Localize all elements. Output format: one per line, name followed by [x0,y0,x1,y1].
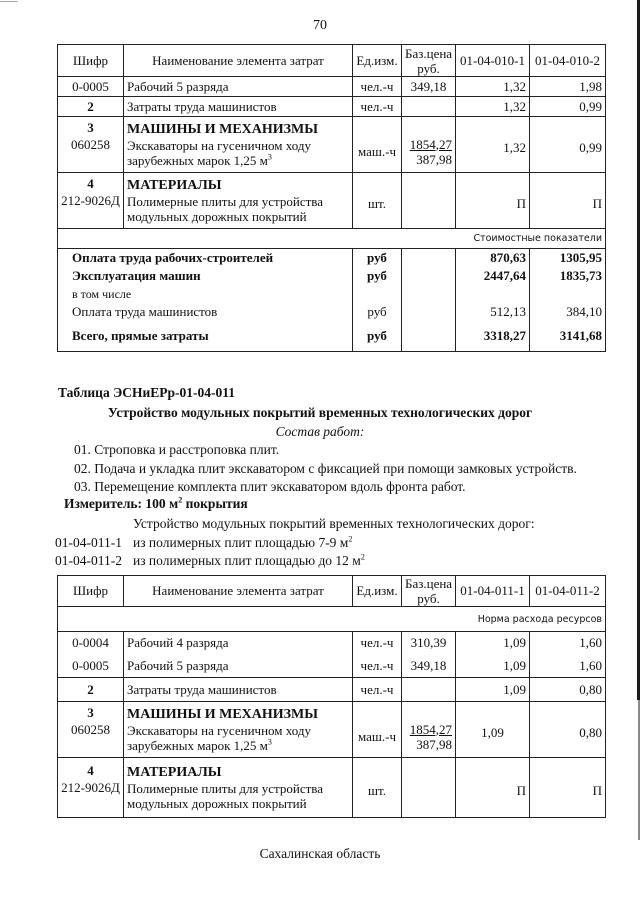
row-price: 1854,27 387,98 [402,117,456,173]
row-price [402,758,456,818]
variant-item: 01-04-011-1 из полимерных плит площадью 7-9 $м^2$ [55,534,353,550]
row-value-1: 1,32 [456,97,530,117]
row-code: 0-0005 [58,655,124,678]
norms-table-01-04-011 [57,575,606,818]
variant-code: 01-04-011-2 [55,553,122,568]
cost-unit: руб [353,321,402,352]
table-subtitle: Устройство модульных покрытий временных технологических дорог [107,405,533,420]
cost-row [58,303,606,321]
machines-group-row [58,702,606,758]
row-unit: чел.-ч [353,655,402,678]
cost-value-1: 512,13 [456,303,530,321]
materials-group-row [58,758,606,818]
table-title: Таблица ЭСНиЕРр-01-04-011 [58,385,236,400]
row-code: 0-0005 [58,77,124,97]
works-title: Состав работ: [275,424,365,439]
row-unit: чел.-ч [353,77,402,97]
superscript: 3 [267,152,272,162]
row-value-2: 0,80 [530,678,606,702]
row-value-1: 1,32 [456,77,530,97]
header-name: Наименование элемента затрат [124,45,353,77]
cost-row [58,321,606,352]
cost-section-header-row [58,229,606,249]
cost-value-1: 3318,27 [456,321,530,352]
group-name: МАТЕРИАЛЫ [127,765,222,780]
header-col2: 01-04-010-2 [530,45,606,77]
variant-code: 01-04-011-1 [55,535,122,550]
work-item: 03. Перемещение комплекта плит экскаватором вдоль фронта работ. [74,479,466,494]
cost-unit: руб [353,267,402,285]
resource-name-line2: модульных дорожных покрытий [127,796,307,811]
header-code: Шифр [58,45,124,77]
header-unit: Ед.изм. [353,45,402,77]
resource-name-line1: Экскаваторы на гусеничном ходу [127,723,312,738]
cost-value-1: 2447,64 [456,267,530,285]
row-unit: шт. [353,173,402,229]
row-value-1: П [456,173,530,229]
variant-item: 01-04-011-2 из полимерных плит площадью до 12 $м^2$ [55,552,365,568]
row-name: Затраты труда машинистов [124,678,353,702]
row-value-2: 1,60 [530,632,606,655]
header-col1: 01-04-011-1 [456,576,530,607]
table-row [58,678,606,702]
scan-corner-mark [0,1,18,2]
row-price [402,97,456,117]
row-code: 2 [58,678,124,702]
row-value-2: 0,99 [530,97,606,117]
cost-row [58,267,606,285]
variants-title: Устройство модульных покрытий временных технологических дорог: [133,516,535,531]
work-item: 01. Строповка и расстроповка плит. [74,442,280,457]
superscript: 3 [267,737,272,747]
row-unit: чел.-ч [353,97,402,117]
cost-name: Оплата труда машинистов [58,303,353,321]
table-row [58,632,606,655]
cost-name: Всего, прямые затраты [58,321,353,352]
header-code: Шифр [58,576,124,607]
group-name: МАШИНЫ И МЕХАНИЗМЫ [127,122,319,137]
row-value-2: 1,60 [530,655,606,678]
cost-name: в том числе [58,285,353,303]
group-code: 3 [87,120,94,135]
cost-value-2: 1305,95 [530,249,606,268]
row-name: Рабочий 5 разряда [124,655,353,678]
group-name: МАТЕРИАЛЫ [127,178,222,193]
row-unit: маш.-ч [353,702,402,758]
resource-code: 212-9026Д [61,193,120,208]
cost-section-label: Стоимостные показатели [58,229,606,249]
resource-name-line2: модульных дорожных покрытий [127,209,307,224]
cost-name: Эксплуатация машин [58,267,353,285]
resource-code: 212-9026Д [61,780,120,795]
header-unit: Ед.изм. [353,576,402,607]
row-name: Рабочий 4 разряда [124,632,353,655]
materials-group-row [58,173,606,229]
group-name: МАШИНЫ И МЕХАНИЗМЫ [127,707,319,722]
row-price: 349,18 [402,77,456,97]
cost-row [58,249,606,268]
row-price: 310,39 [402,632,456,655]
header-price: Баз.цена руб. [402,45,456,77]
measurement-unit: Измеритель: 100 $м^2$ покрытия [64,495,248,511]
table-header-row [58,45,606,77]
row-value-1: 1,09 [456,632,530,655]
header-col1: 01-04-010-1 [456,45,530,77]
row-price [402,173,456,229]
cost-name: Оплата труда рабочих-строителей [58,249,353,268]
page-footer: Сахалинская область [259,846,381,861]
resource-code: 060258 [71,722,110,737]
page-number: 70 [313,18,327,33]
group-code: 4 [87,763,94,778]
cost-value-2: 3141,68 [530,321,606,352]
row-unit: чел.-ч [353,678,402,702]
row-code: 0-0004 [58,632,124,655]
row-unit: шт. [353,758,402,818]
variant-text: из полимерных плит площадью 7-9 м [133,535,349,550]
row-value-2: П [530,173,606,229]
row-price: 349,18 [402,655,456,678]
row-price: 1854,27 387,98 [402,702,456,758]
row-value-1: 1,09 [456,655,530,678]
resource-code: 060258 [71,137,110,152]
work-item: 02. Подача и укладка плит экскаватором с фиксацией при помощи замковых устройств. [74,461,577,476]
norms-table-01-04-010 [57,44,606,352]
resource-name-line1: Полимерные плиты для устройства [127,194,324,209]
header-col2: 01-04-011-2 [530,576,606,607]
row-value-2: П [530,758,606,818]
row-price [402,678,456,702]
row-value-2: 0,99 [530,117,606,173]
group-code: 3 [87,705,94,720]
machines-group-row [58,117,606,173]
norm-section-label: Норма расхода ресурсов [58,607,606,632]
header-price: Баз.цена руб. [402,576,456,607]
row-value-1: 1,09 [456,702,530,758]
cost-unit: руб [353,303,402,321]
row-value-2: 1,98 [530,77,606,97]
table-row [58,77,606,97]
resource-name-line2: зарубежных марок 1,25 м [127,153,268,168]
norm-section-header-row [58,607,606,632]
header-name: Наименование элемента затрат [124,576,353,607]
group-code: 4 [87,176,94,191]
row-value-1: 1,32 [456,117,530,173]
resource-name-line1: Полимерные плиты для устройства [127,781,324,796]
resource-name-line1: Экскаваторы на гусеничном ходу [127,138,312,153]
row-value-2: 0,80 [530,702,606,758]
row-value-1: 1,09 [456,678,530,702]
cost-value-2: 1835,73 [530,267,606,285]
variant-text: из полимерных плит площадью до 12 м [133,553,361,568]
row-unit: маш.-ч [353,117,402,173]
row-name: Рабочий 5 разряда [124,77,353,97]
cost-row [58,285,606,303]
row-unit: чел.-ч [353,632,402,655]
cost-value-1: 870,63 [456,249,530,268]
cost-unit: руб [353,249,402,268]
row-code: 2 [58,97,124,117]
row-value-1: П [456,758,530,818]
table-row [58,97,606,117]
row-name: Затраты труда машинистов [124,97,353,117]
table-header-row [58,576,606,607]
resource-name-line2: зарубежных марок 1,25 м [127,738,268,753]
cost-value-2: 384,10 [530,303,606,321]
table-row [58,655,606,678]
